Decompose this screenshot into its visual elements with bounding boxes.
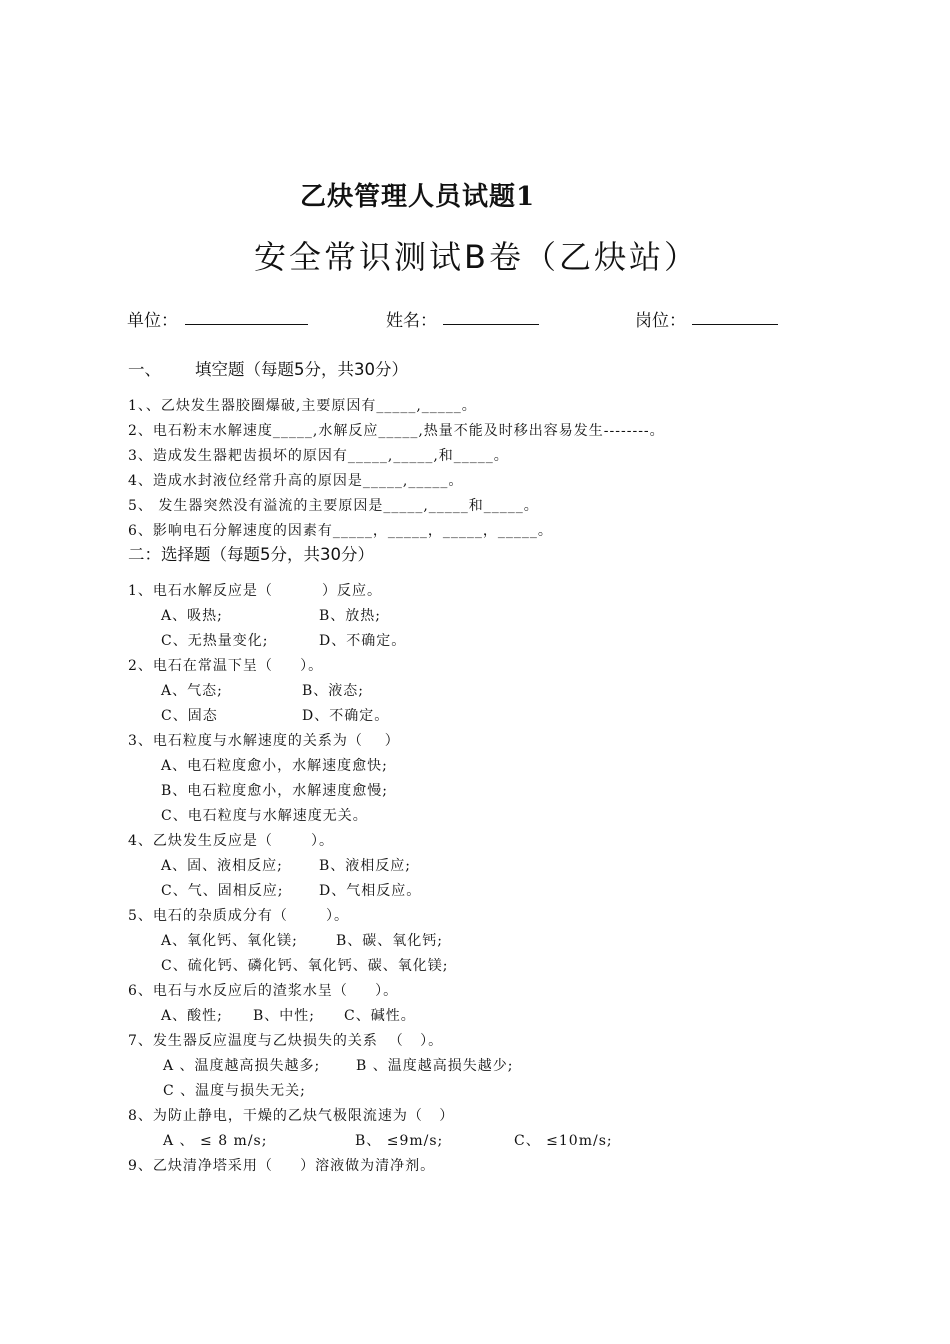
section2-heading: 二：选择题（每题5分，共30分） — [128, 545, 374, 564]
choice-question-5: 5、电石的杂质成分有（ ）。 — [128, 908, 350, 924]
q4-option-c: C、气、固相反应; — [161, 883, 284, 899]
q1-option-d: D、不确定。 — [319, 633, 407, 649]
section1-heading: 填空题（每题5分，共30分） — [195, 360, 408, 379]
q5-option-c: C、硫化钙、磷化钙、氧化钙、碳、氧化镁; — [161, 958, 449, 974]
q8-option-b: B、 ≤9m/s; — [355, 1133, 444, 1149]
post-label: 岗位： — [635, 311, 686, 331]
page-subtitle: 安全常识测试B卷（乙炔站） — [254, 238, 699, 276]
choice-question-4: 4、乙炔发生反应是（ ）。 — [128, 833, 335, 849]
name-label: 姓名： — [386, 311, 437, 331]
q5-option-b: B、碳、氧化钙; — [336, 933, 444, 949]
q6-option-c: C、碱性。 — [344, 1008, 416, 1024]
choice-question-2: 2、电石在常温下呈（ ）。 — [128, 658, 324, 674]
q4-option-a: A、固、液相反应; — [161, 858, 283, 874]
q6-option-a: A、酸性; — [161, 1008, 223, 1024]
q8-option-a: A 、 ≤ 8 m/s; — [163, 1133, 268, 1149]
post-blank[interactable] — [692, 324, 778, 325]
unit-blank[interactable] — [185, 324, 308, 325]
unit-label: 单位： — [127, 311, 178, 331]
q3-option-c: C、电石粒度与水解速度无关。 — [161, 808, 368, 824]
fill-question-1: 1、、乙炔发生器胶圈爆破,主要原因有_____,_____。 — [128, 398, 477, 414]
q7-option-c: C 、温度与损失无关; — [163, 1083, 306, 1099]
q3-option-b: B、电石粒度愈小，水解速度愈慢; — [161, 783, 389, 799]
fill-question-4: 4、造成水封液位经常升高的原因是_____,_____。 — [128, 473, 464, 489]
q4-option-d: D、气相反应。 — [319, 883, 422, 899]
fill-question-2: 2、电石粉末水解速度_____,水解反应_____,热量不能及时移出容易发生--------。 — [128, 423, 665, 439]
section1-number: 一、 — [128, 360, 161, 379]
q6-option-b: B、中性; — [253, 1008, 316, 1024]
q2-option-d: D、不确定。 — [302, 708, 390, 724]
choice-question-8: 8、为防止静电，干燥的乙炔气极限流速为（ ） — [128, 1108, 455, 1124]
choice-question-1: 1、电石水解反应是（ ）反应。 — [128, 583, 382, 599]
q5-option-a: A、氧化钙、氧化镁; — [161, 933, 298, 949]
name-blank[interactable] — [443, 324, 539, 325]
q8-option-c: C、 ≤10m/s; — [514, 1133, 613, 1149]
choice-question-6: 6、电石与水反应后的渣浆水呈（ ）。 — [128, 983, 399, 999]
choice-question-7: 7、发生器反应温度与乙炔损失的关系 （ ）。 — [128, 1033, 444, 1049]
q4-option-b: B、液相反应; — [319, 858, 412, 874]
fill-question-5: 5、 发生器突然没有溢流的主要原因是_____,_____和_____。 — [128, 498, 539, 514]
page-title: 乙炔管理人员试题1 — [300, 182, 536, 212]
q2-option-a: A、气态; — [161, 683, 223, 699]
choice-question-3: 3、电石粒度与水解速度的关系为（ ） — [128, 733, 400, 749]
q1-option-b: B、放热; — [319, 608, 382, 624]
q1-option-c: C、无热量变化; — [161, 633, 269, 649]
q7-option-b: B 、温度越高损失越少; — [356, 1058, 514, 1074]
q2-option-b: B、液态; — [302, 683, 365, 699]
q3-option-a: A、电石粒度愈小，水解速度愈快; — [161, 758, 388, 774]
q1-option-a: A、吸热; — [161, 608, 223, 624]
choice-question-9: 9、乙炔清净塔采用（ ）溶液做为清净剂。 — [128, 1158, 436, 1174]
fill-question-3: 3、造成发生器耙齿损坏的原因有_____,_____,和_____。 — [128, 448, 509, 464]
fill-question-6: 6、影响电石分解速度的因素有_____，_____，_____，_____。 — [128, 523, 553, 539]
q7-option-a: A 、温度越高损失越多; — [163, 1058, 321, 1074]
q2-option-c: C、固态 — [161, 708, 218, 724]
